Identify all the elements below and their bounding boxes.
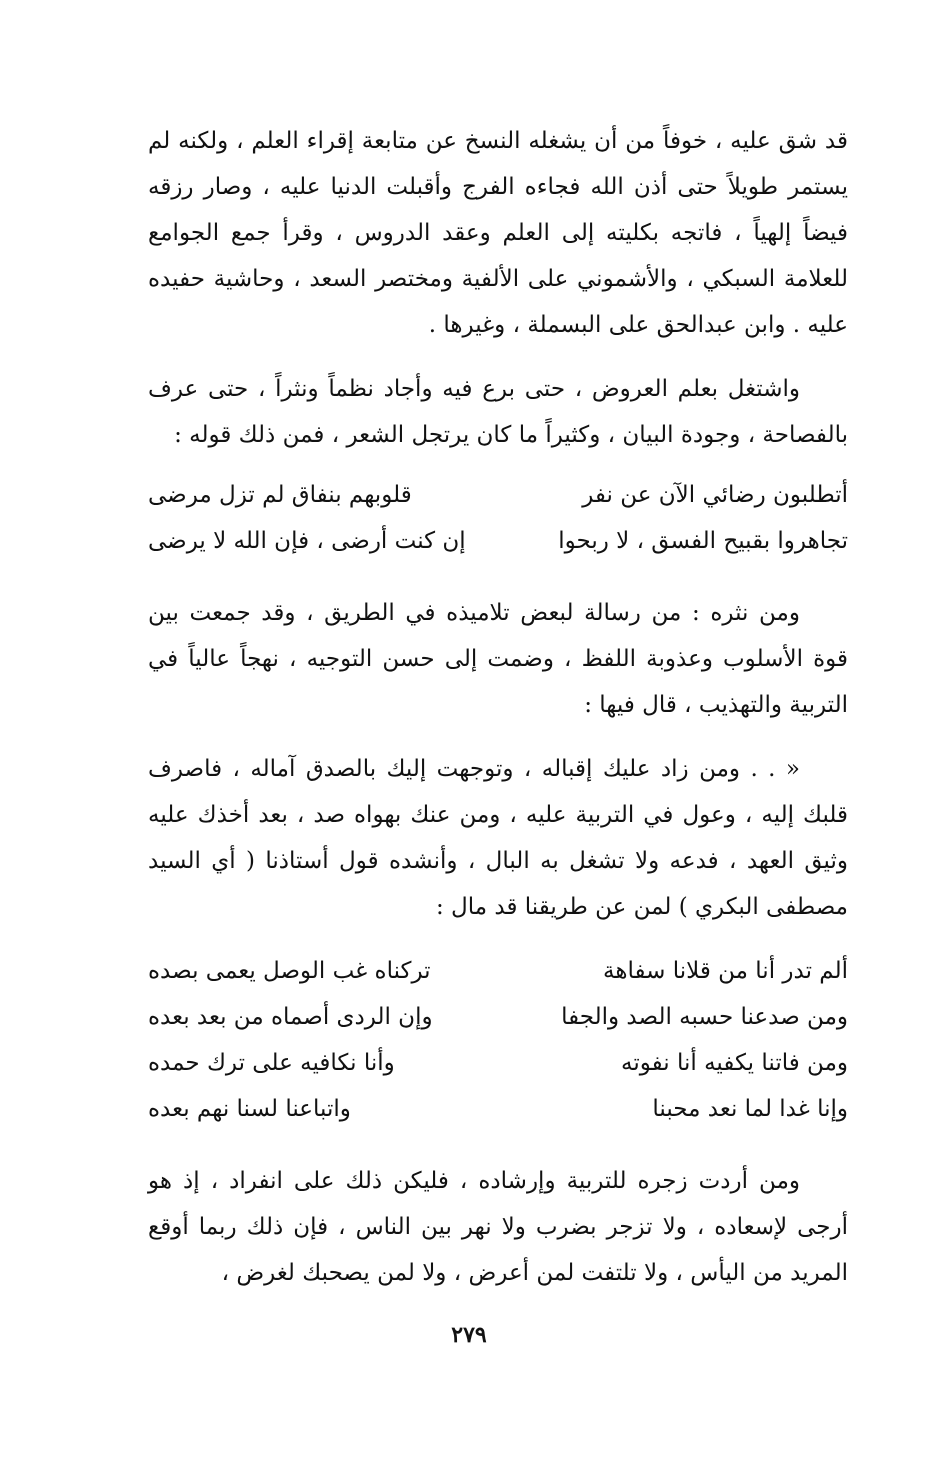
paragraph-3: ومن نثره : من رسالة لبعض تلاميذه في الطريق ، وقد جمعت بين قوة الأسلوب وعذوبة اللفظ ، وضمت إلى حسن التوجيه ، نهجاً عالياً في التربية والتهذيب ، قال فيها : (148, 600, 848, 718)
page-body (148, 118, 848, 1296)
verse-second-hemistich: تركناه غب الوصل يعمى بصده (148, 958, 431, 984)
paragraph-2: واشتغل بعلم العروض ، حتى برع فيه وأجاد نظماً ونثراً ، حتى عرف بالفصاحة ، وجودة البيان ، وكثيراً ما كان يرتجل الشعر ، فمن ذلك قوله : (148, 376, 848, 448)
verse-second-hemistich: وإن الردى أصماه من بعد بعده (148, 1004, 433, 1030)
verse-line (148, 948, 848, 994)
verse-first-hemistich: ألم تدر أنا من قلانا سفاهة (603, 958, 848, 984)
poem-2 (148, 948, 848, 1132)
verse-first-hemistich: تجاهروا بقبيح الفسق ، لا ربحوا (558, 528, 848, 554)
poem-1 (148, 472, 848, 564)
verse-line (148, 1086, 848, 1132)
verse-second-hemistich: قلوبهم بنفاق لم تزل مرضى (148, 482, 412, 508)
paragraph-5: ومن أردت زجره للتربية وإرشاده ، فليكن ذلك على انفراد ، إذ هو أرجى لإسعاده ، ولا تزجر بضرب ولا نهر بين الناس ، فإن ذلك ربما أوقع المريد من اليأس ، ولا تلتفت لمن أعرض ، ولا لمن يصحبك لغرض ، (148, 1168, 848, 1286)
verse-second-hemistich: واتباعنا لسنا نهم بعده (148, 1096, 351, 1122)
verse-first-hemistich: أتطلبون رضائي الآن عن نفر (582, 482, 848, 508)
verse-first-hemistich: ومن صدعنا حسبه الصد والجفا (561, 1004, 848, 1030)
verse-line (148, 1040, 848, 1086)
verse-line (148, 994, 848, 1040)
verse-first-hemistich: ومن فاتنا يكفيه أنا نفوته (621, 1050, 848, 1076)
verse-line (148, 518, 848, 564)
verse-first-hemistich: وإنا غدا لما نعد محبنا (652, 1096, 848, 1122)
paragraph-1: قد شق عليه ، خوفاً من أن يشغله النسخ عن متابعة إقراء العلم ، ولكنه لم يستمر طويلاً حتى أذن الله فجاءه الفرج وأقبلت الدنيا عليه ، وصار رزقه فيضاً إلهياً ، فاتجه بكليته إلى العلم وعقد الدروس ، وقرأ جمع الجوامع للعلامة السبكي ، والأشموني على الألفية ومختصر السعد ، وحاشية حفيده عليه . وابن عبدالحق على البسملة ، وغيرها . (148, 128, 848, 338)
page-number: ٢٧٩ (451, 1322, 487, 1348)
verse-second-hemistich: وأنا نكافيه على ترك حمده (148, 1050, 395, 1076)
verse-second-hemistich: إن كنت أرضى ، فإن الله لا يرضى (148, 528, 466, 554)
paragraph-4: « . . ومن زاد عليك إقباله ، وتوجهت إليك بالصدق آماله ، فاصرف قلبك إليه ، وعول في التربية عليه ، ومن عنك بهواه صد ، بعد أخذك عليه وثيق العهد ، فدعه ولا تشغل به البال ، وأنشده قول أستاذنا ( أي السيد مصطفى البكري ) لمن عن طريقنا قد مال : (148, 756, 848, 920)
verse-line (148, 472, 848, 518)
